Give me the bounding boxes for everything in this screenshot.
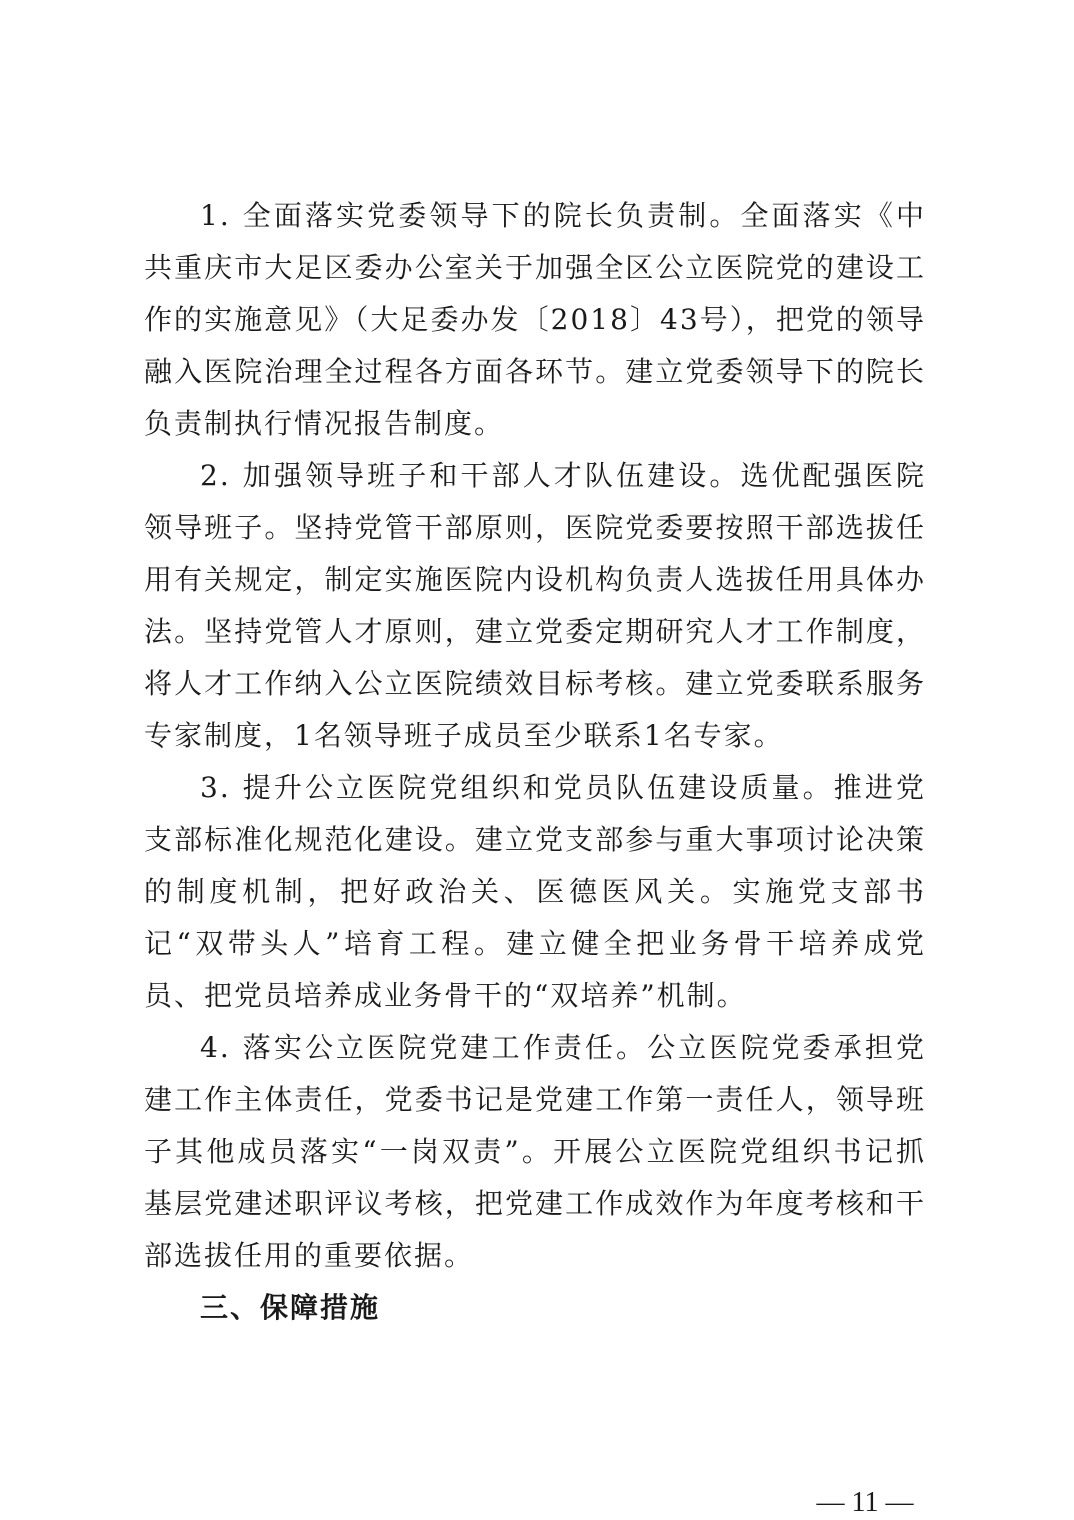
paragraph-item-2: 2. 加强领导班子和干部人才队伍建设。选优配强医院领导班子。坚持党管干部原则，医院党委要按照干部选拔任用有关规定，制定实施医院内设机构负责人选拔任用具体办法。坚持党管人才原则，建立党委定期研究人才工作制度，将人才工作纳入公立医院绩效目标考核。建立党委联系服务专家制度，1名领导班子成员至少联系1名专家。 [144,459,926,752]
paragraph-item-1: 1. 全面落实党委领导下的院长负责制。全面落实《中共重庆市大足区委办公室关于加强全区公立医院党的建设工作的实施意见》（大足委办发〔2018〕43号），把党的领导融入医院治理全过程各方面各环节。建立党委领导下的院长负责制执行情况报告制度。 [144,199,926,440]
document-body [144,190,926,1334]
section-heading: 三、保障措施 [200,1291,381,1324]
paragraph-item-4: 4. 落实公立医院党建工作责任。公立医院党委承担党建工作主体责任，党委书记是党建工作第一责任人，领导班子其他成员落实“一岗双责”。开展公立医院党组织书记抓基层党建述职评议考核，把党建工作成效作为年度考核和干部选拔任用的重要依据。 [144,1031,926,1272]
paragraph-item-3: 3. 提升公立医院党组织和党员队伍建设质量。推进党支部标准化规范化建设。建立党支部参与重大事项讨论决策的制度机制，把好政治关、医德医风关。实施党支部书记“双带头人”培育工程。建立健全把业务骨干培养成党员、把党员培养成业务骨干的“双培养”机制。 [144,771,926,1012]
page-number: — 11 — [816,1487,914,1518]
